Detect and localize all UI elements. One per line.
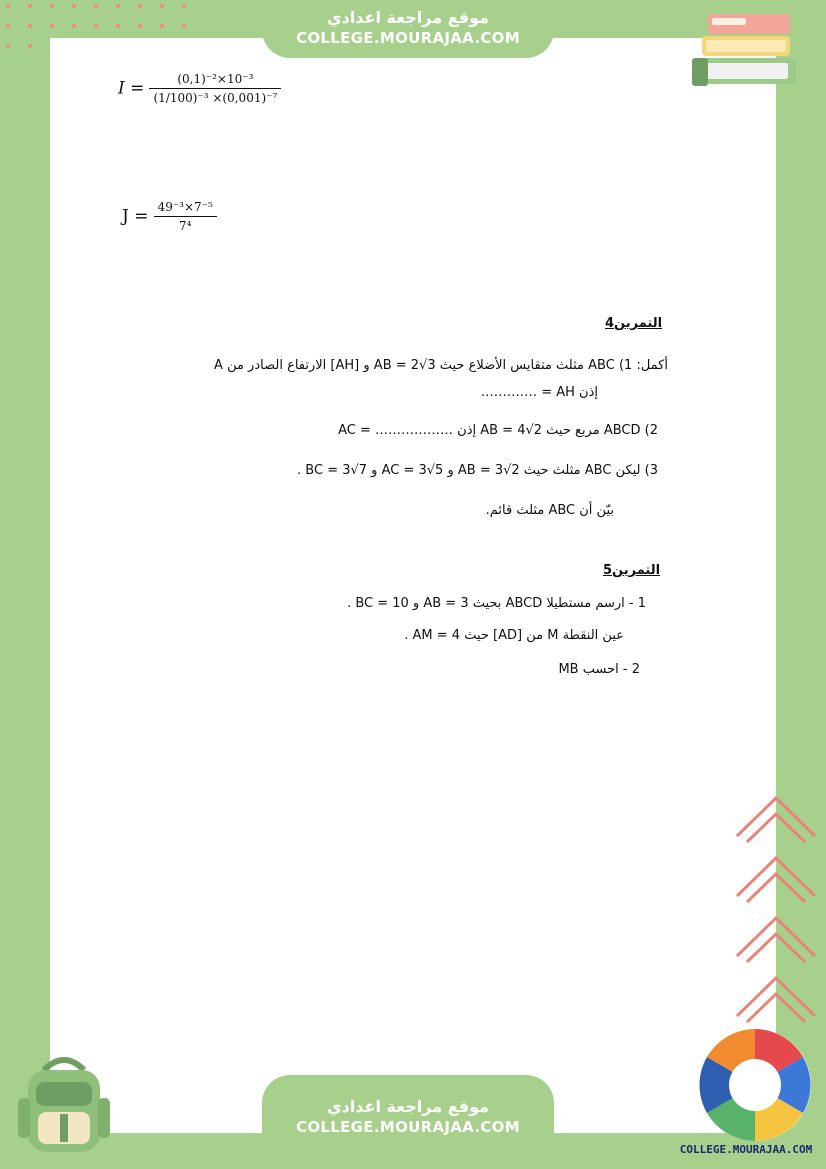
footer-tab bbox=[262, 1075, 554, 1169]
exercise5-q2: 2 - احسب MB bbox=[558, 662, 640, 677]
exercise5-title: التمرين5 bbox=[603, 563, 661, 578]
exercise5-q1b: عين النقطة M من [AD] حيث AM = 4 . bbox=[404, 628, 624, 643]
header-tab bbox=[262, 0, 554, 58]
backpack-icon bbox=[14, 1052, 114, 1157]
footer-site-arabic: موقع مراجعة اعدادي bbox=[326, 1097, 490, 1116]
formula-i-numerator: (0,1)⁻²×10⁻³ bbox=[177, 72, 254, 86]
formula-i-fraction bbox=[149, 72, 281, 105]
footer-site-url[interactable]: COLLEGE.MOURAJAA.COM bbox=[296, 1118, 520, 1136]
exercise4-q1-line2: إذن AH = …………. bbox=[480, 385, 598, 400]
exercise4-title: التمرين4 bbox=[605, 316, 663, 331]
site-logo-icon bbox=[690, 1020, 820, 1160]
formula-j bbox=[122, 200, 217, 233]
books-icon bbox=[690, 8, 805, 98]
chevron-up-decoration-icon bbox=[733, 792, 819, 1032]
formula-i-lhs: I = bbox=[118, 78, 145, 99]
header-site-url[interactable]: COLLEGE.MOURAJAA.COM bbox=[296, 29, 520, 47]
formula-i bbox=[118, 72, 281, 105]
exercise4-q3b: بيّن أن ABC مثلث قائم. bbox=[485, 503, 614, 518]
exercise4-q3: 3) ليكن ABC مثلث حيث AB = 3√2 و AC = 3√5 و BC = 3√7 . bbox=[297, 463, 658, 478]
formula-j-numerator: 49⁻³×7⁻⁵ bbox=[157, 200, 213, 214]
exercise5-q1: 1 - ارسم مستطيلا ABCD بحيث AB = 3 و BC = 10 . bbox=[347, 596, 646, 611]
formula-i-denominator: (1/100)⁻³ ×(0,001)⁻⁷ bbox=[149, 88, 281, 105]
exercise4-q2: 2) ABCD مربع حيث AB = 4√2 إذن ……………… = AC bbox=[338, 423, 658, 438]
exercise4-q1-line1: أكمل: 1) ABC مثلث متقايس الأضلاع حيث AB = 2√3 و [AH] الارتفاع الصادر من A bbox=[214, 358, 668, 373]
formula-j-lhs: J = bbox=[122, 206, 149, 227]
formula-j-fraction bbox=[154, 200, 217, 233]
logo-caption: COLLEGE.MOURAJAA.COM bbox=[679, 1143, 813, 1156]
formula-j-denominator: 7⁴ bbox=[154, 216, 217, 233]
header-site-arabic: موقع مراجعة اعدادي bbox=[326, 8, 490, 27]
